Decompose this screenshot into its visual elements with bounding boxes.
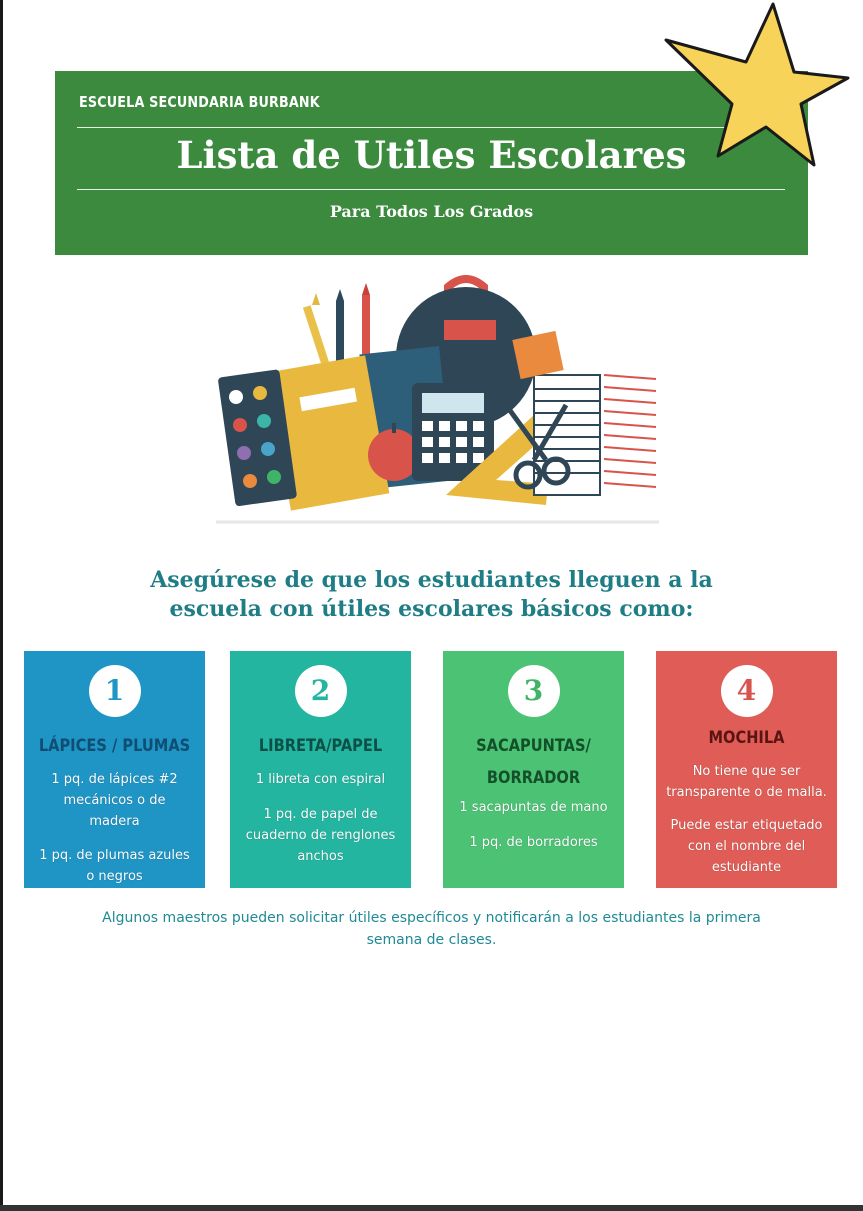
- card-title: MOCHILA: [708, 728, 785, 748]
- supply-card-backpack: [656, 651, 837, 888]
- card-title-line-2: BORRADOR: [486, 768, 581, 788]
- page-title: Lista de Utiles Escolares: [176, 133, 687, 177]
- headline-line-1: Asegúrese de que los estudiantes lleguen a la: [150, 567, 713, 593]
- page-subtitle: Para Todos Los Grados: [329, 202, 534, 221]
- headline-line-2: escuela con útiles escolares básicos como:: [169, 596, 694, 622]
- supply-card-notebook: [230, 651, 411, 888]
- card-body: [32, 769, 197, 887]
- card-line: estudiante: [711, 860, 782, 875]
- footer-note: [40, 907, 823, 951]
- card-line: 1 pq. de plumas azules: [39, 848, 190, 863]
- card-body: [451, 797, 616, 853]
- card-number: 3: [508, 665, 560, 717]
- card-number: 1: [89, 665, 141, 717]
- card-number: 4: [721, 665, 773, 717]
- card-line: o negros: [86, 869, 143, 884]
- card-line: 1 pq. de papel de: [263, 807, 378, 822]
- footer-line-2: semana de clases.: [366, 932, 497, 948]
- card-line: No tiene que ser: [692, 764, 801, 779]
- card-line: anchos: [297, 849, 344, 864]
- card-title: LIBRETA/PAPEL: [258, 736, 383, 756]
- page-bottom-edge: [0, 1205, 863, 1211]
- card-title: [456, 733, 612, 791]
- card-line: 1 pq. de borradores: [469, 835, 598, 850]
- card-line: madera: [89, 814, 140, 829]
- card-body: [238, 769, 403, 867]
- headline: [40, 566, 823, 624]
- card-number: 2: [295, 665, 347, 717]
- card-line: 1 sacapuntas de mano: [459, 800, 608, 815]
- card-line: transparente o de malla.: [666, 785, 827, 800]
- supply-card-sharpener: [443, 651, 624, 888]
- card-line: mecánicos o de: [63, 793, 166, 808]
- star-icon: [660, 0, 856, 170]
- card-title: LÁPICES / PLUMAS: [38, 736, 191, 756]
- supply-card-pencils: [24, 651, 205, 888]
- card-body: [664, 761, 829, 878]
- card-line: 1 libreta con espiral: [255, 772, 386, 787]
- card-line: cuaderno de renglones: [245, 828, 396, 843]
- school-supplies-illustration: [216, 265, 659, 528]
- page-left-edge: [0, 0, 3, 1211]
- card-line: con el nombre del: [687, 839, 806, 854]
- card-line: 1 pq. de lápices #2: [51, 772, 178, 787]
- card-title-line-1: SACAPUNTAS/: [476, 736, 591, 756]
- school-name: ESCUELA SECUNDARIA BURBANK: [79, 93, 320, 111]
- banner-rule-bottom: [77, 189, 785, 190]
- footer-line-1: Algunos maestros pueden solicitar útiles específicos y notificarán a los estudiantes la primera: [102, 910, 761, 926]
- card-line: Puede estar etiquetado: [670, 818, 823, 833]
